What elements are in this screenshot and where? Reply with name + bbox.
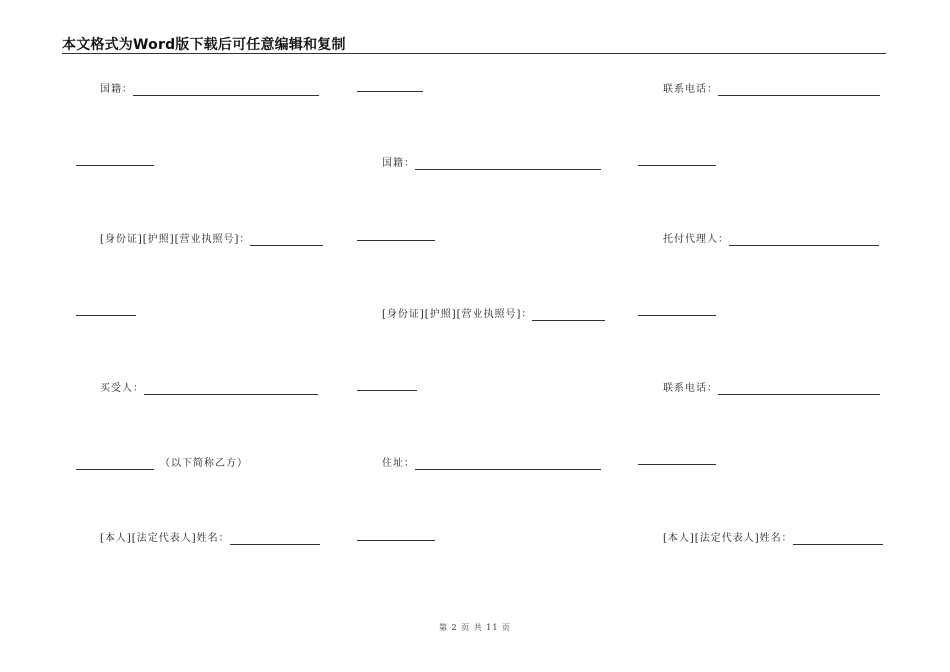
blank-line[interactable]: [357, 540, 435, 541]
representative-name-field: [100, 529, 320, 545]
blank-line[interactable]: [638, 165, 716, 166]
footer-total-pages: 11: [486, 623, 499, 632]
header-rule: [62, 53, 886, 54]
blank-line[interactable]: [357, 240, 435, 241]
nationality-field: [100, 80, 319, 96]
agent-field: [663, 230, 879, 246]
page-footer: [0, 622, 950, 633]
phone-label-2: 联系电话：: [663, 383, 718, 394]
phone-blank[interactable]: [718, 85, 880, 96]
phone-label: 联系电话：: [663, 84, 718, 95]
blank-line[interactable]: [357, 390, 417, 391]
footer-prefix: 第: [438, 623, 448, 632]
blank-line[interactable]: [76, 165, 154, 166]
buyer-field: [100, 379, 318, 395]
address-label: 住址：: [382, 458, 415, 469]
buyer-label: 买受人：: [100, 383, 144, 394]
blank-line[interactable]: [638, 464, 716, 465]
party-b-blank[interactable]: [76, 459, 154, 470]
id-number-field: [100, 230, 323, 246]
footer-suffix: 页: [502, 623, 511, 632]
id-number-label: [身份证][护照][营业执照号]：: [100, 234, 251, 245]
party-b-field: [76, 454, 248, 470]
agent-blank[interactable]: [729, 235, 879, 246]
nationality-label-2: 国籍：: [382, 158, 415, 169]
footer-page-number: 2: [451, 623, 458, 632]
phone-blank-2[interactable]: [718, 384, 880, 395]
footer-total-word: 共: [473, 623, 483, 632]
address-field: [382, 454, 601, 470]
representative-name-label-2: [本人][法定代表人]姓名：: [663, 533, 793, 544]
blank-line[interactable]: [76, 315, 136, 316]
nationality-blank-2[interactable]: [415, 159, 601, 170]
nationality-label: 国籍：: [100, 84, 133, 95]
representative-name-blank[interactable]: [230, 534, 320, 545]
address-blank[interactable]: [415, 459, 601, 470]
phone-field: [663, 80, 880, 96]
party-b-note: （以下简称乙方）: [160, 458, 248, 469]
phone-field-2: [663, 379, 880, 395]
representative-name-label: [本人][法定代表人]姓名：: [100, 533, 230, 544]
document-header: 本文格式为Word版下载后可任意编辑和复制: [62, 37, 346, 53]
id-number-field-2: [382, 305, 605, 321]
agent-label: 托付代理人：: [663, 234, 729, 245]
id-number-blank[interactable]: [250, 235, 323, 246]
nationality-field-2: [382, 154, 601, 170]
representative-name-field-2: [663, 529, 883, 545]
footer-page-word: 页: [461, 623, 471, 632]
id-number-blank-2[interactable]: [532, 310, 605, 321]
nationality-blank[interactable]: [133, 85, 319, 96]
representative-name-blank-2[interactable]: [793, 534, 883, 545]
id-number-label-2: [身份证][护照][营业执照号]：: [382, 309, 533, 320]
blank-line[interactable]: [638, 315, 716, 316]
blank-line[interactable]: [357, 91, 423, 92]
buyer-blank[interactable]: [144, 384, 318, 395]
